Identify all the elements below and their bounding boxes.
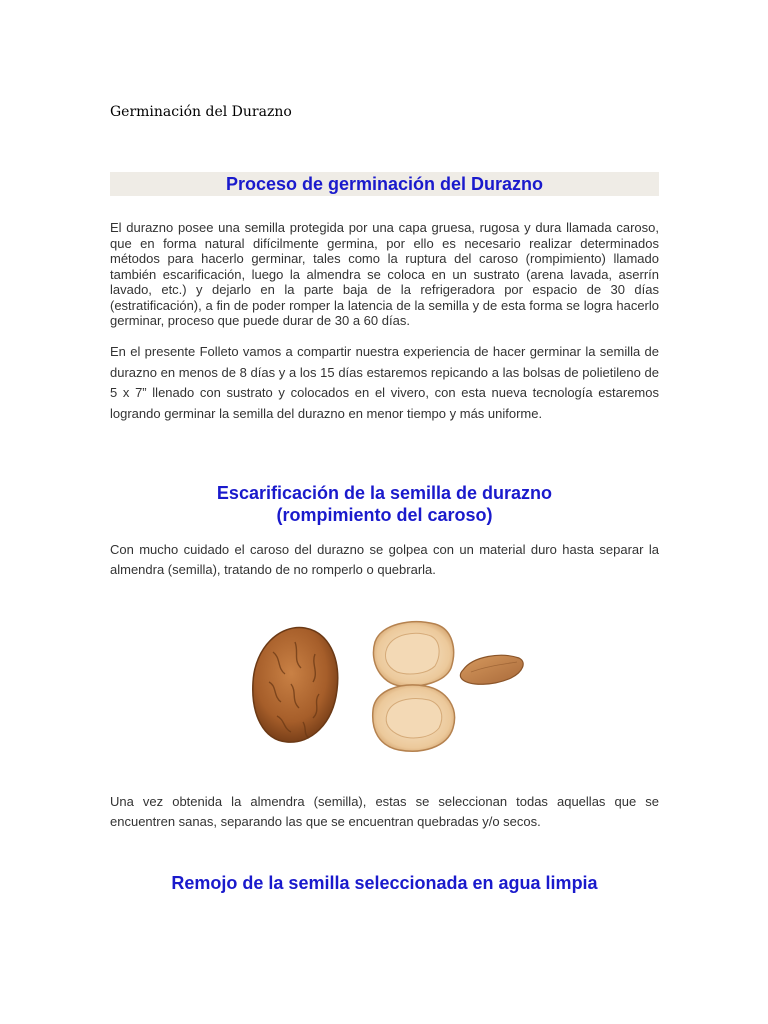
shell-half-top xyxy=(373,622,453,687)
almond-seed xyxy=(460,655,523,684)
shell-half-bottom xyxy=(373,685,455,751)
section-heading-soaking: Remojo de la semilla seleccionada en agua limpia xyxy=(171,873,598,893)
whole-pit xyxy=(253,628,338,743)
paragraph-folleto: En el presente Folleto vamos a compartir nuestra experiencia de hacer germinar la semilla de durazno en menos de 8 días y a los 15 días estaremos repicando a las bolsas de polietileno de 5 x 7” llenado con sustrato y colocados en el vivero, con esta nueva tecnología estaremos logrando germinar la semilla del durazno en menor tiempo y más uniforme. xyxy=(110,344,659,421)
section-banner xyxy=(110,172,659,196)
paragraph-selection: Una vez obtenida la almendra (semilla), estas se seleccionan todas aquellas que se encuentren sanas, separando las que se encuentran quebradas y/o secos. xyxy=(110,794,659,829)
document-title: Germinación del Durazno xyxy=(110,104,292,120)
heading-line-1: Escarificación de la semilla de durazno xyxy=(216,483,553,503)
section-heading-scarification xyxy=(110,482,659,526)
section-heading-germination-process: Proceso de germinación del Durazno xyxy=(225,174,544,194)
paragraph-intro: El durazno posee una semilla protegida por una capa gruesa, rugosa y dura llamada caroso, que en forma natural difícilmente germina, por ello es necesario realizar determinados métodos para hacerlo germinar, tales como la ruptura del caroso (rompimiento) llamado también escarificación, luego la almendra se coloca en un sustrato (arena lavada, aserrín lavado, etc.) y dejarlo en la parte baja de la refrigeradora por espacio de 30 días (estratificación), a fin de poder romper la latencia de la semilla y de esta forma se logra hacerlo germinar, proceso que puede durar de 30 a 60 días. xyxy=(110,220,659,328)
heading-line-2: (rompimiento del caroso) xyxy=(276,505,493,525)
seed-photo xyxy=(225,612,535,762)
paragraph-scarification: Con mucho cuidado el caroso del durazno se golpea con un material duro hasta separar la almendra (semilla), tratando de no romperlo o quebrarla. xyxy=(110,542,659,577)
